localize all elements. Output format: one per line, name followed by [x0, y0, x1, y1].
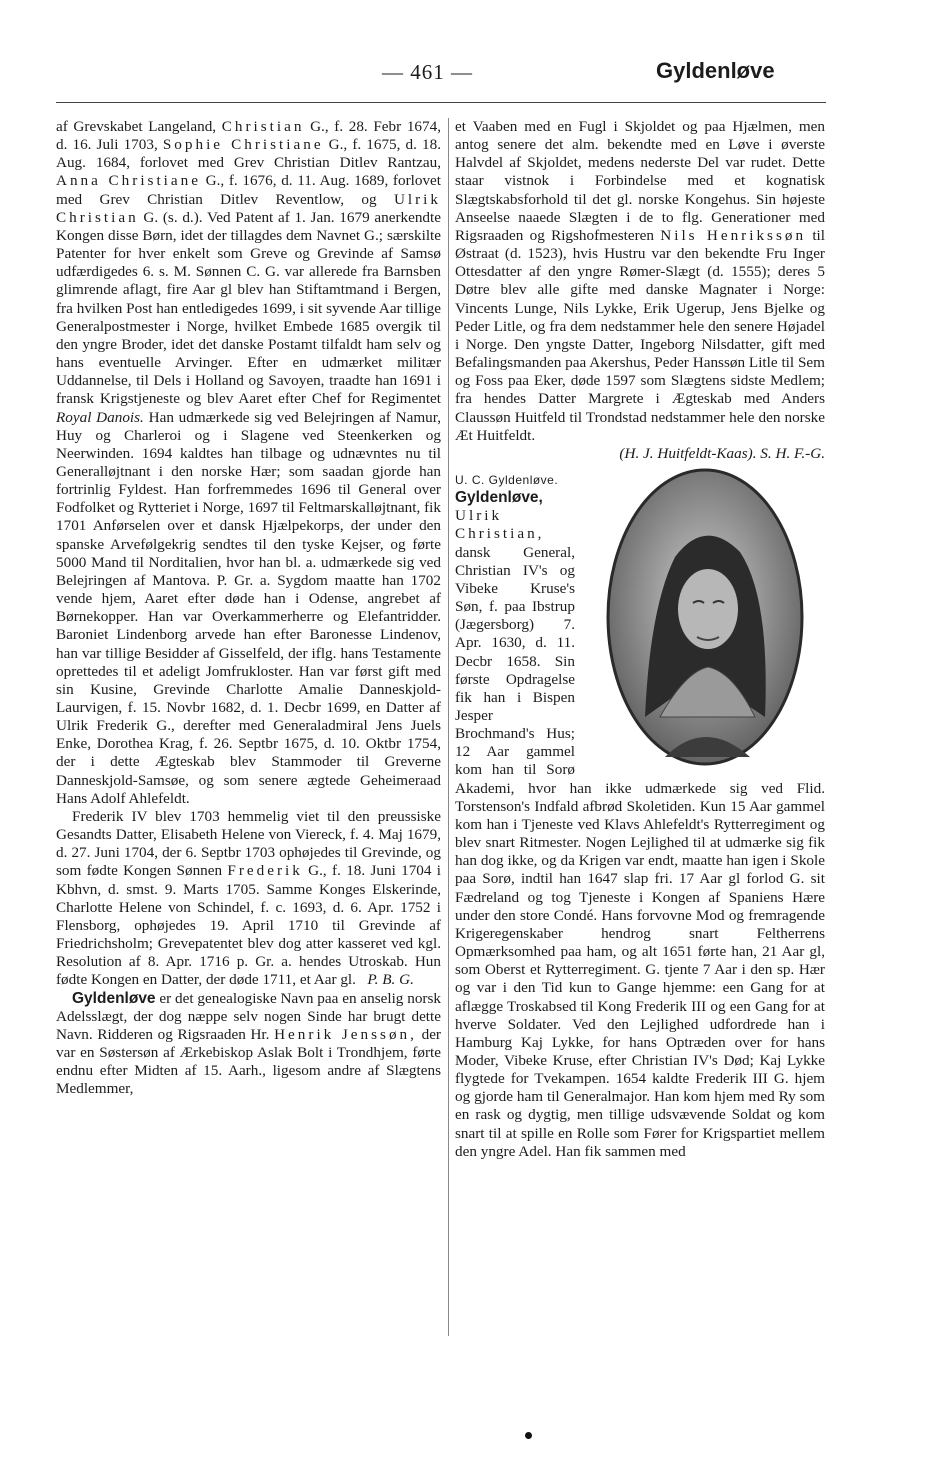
- entry-headword: Gyldenløve: [72, 989, 156, 1007]
- running-head: Gyldenløve: [656, 58, 775, 83]
- entry-headword: Gyldenløve,: [455, 489, 543, 507]
- signature: (H. J. Huitfeldt-Kaas). S. H. F.-G.: [619, 444, 825, 462]
- left-column: [56, 118, 441, 1098]
- column-divider: [448, 118, 449, 1336]
- portrait-caption: U. C. Gyldenløve.: [455, 472, 559, 487]
- left-paragraph-1: af Grevskabet Langeland, Christian G., f. 28. Febr 1674, d. 16. Juli 1703, Sophie Christiane G., f. 1675, d. 18. Aug. 1684, forlovet med Grev Christian Ditlev Rantzau, Anna Christiane G., f. 1676, d. 11. Aug. 1689, forlovet med Grev Christian Ditlev Reventlow, og Ulrik Christian G. (s. d.). Ved Patent af 1. Jan. 1679 anerkendte Kongen disse Børn, idet der tillagdes dem Navnet G.; særskilte Patenter for hver enkelt som Greve og Grevinde af Samsø udfærdigedes 6. s. M. Sønnen C. G. var allerede fra Barnsben glimrende aflagt, fire Aar gl blev han Stiftamtmand i Bergen, fra hvilken Post han entledigedes 1699, i sit syvende Aar tillige Generalpostmester i Norge, hvilket Embede 1685 overgik til den yngre Broder, idet det danske Postamt tilfaldt ham selv og hans eventuelle Arvinger. Efter en udmærket militær Uddannelse, til Dels i Holland og Savoyen, traadte han 1691 i fransk Krigstjeneste og blev Aaret efter Chef for Regimentet Royal Danois. Han udmærkede sig ved Belejringen af Namur, Huy og Charleroi og i Slagene ved Steenkerken og Neerwinden. 1694 kaldtes han tilbage og udnævntes nu til Generalløjtnant i den norske Hær; som saadan gjorde han fortrinlig Fyldest. Han forfremmedes 1696 til General over Fodfolket og Rytteriet i Norge, 1697 til Feltmarskalløjtnant, fik 1701 Anførselen over et dansk Hjælpekorps, der under den spanske Arvefølgekrig sendtes til den tyske Kejser, og førte 5000 Mand til Norditalien, hvor han bl. a. udmærkede sig ved Belejringen af Mantova. P. Gr. a. Sygdom maatte han 1702 vende hjem, Aaret efter døde han i Odense, angrebet af Børnekopper. Han var Overkammerherre og Elefantridder. Baroniet Lindenborg arvede han efter Baronesse Lindenov, han var tillige Besidder af Gisselfeld, der iflg. hans Testamente oprettedes til et adeligt Jomfrukloster. Han var først gift med sin Kusine, Grevinde Charlotte Amalie Danneskjold-Laurvigen, f. 15. Novbr 1682, d. 1. Decbr 1699, en Datter af Ulrik Frederik G., derefter med Generaladmiral Jens Juels Enke, Dorothea Krag, f. 26. Septbr 1675, d. 10. Oktbr 1754, der i dette Ægteskab blev Stammoder til Greverne Danneskjold-Samsøe, og som senere ægtede Geheimeraad Hans Adolf Ahlefeldt.: [56, 118, 441, 807]
- portrait-image: [605, 467, 805, 767]
- portrait: [585, 467, 825, 767]
- header-rule: [56, 102, 826, 103]
- signature: P. B. G.: [367, 971, 414, 989]
- right-column: et Vaaben med en Fugl i Skjoldet og paa Hjælmen, men antog senere det alm. bekendte med en Løve i øverste Halvdel af Skjoldet, medens nederste Del var rudet. Dette staar vistnok i Forbindelse med et kognatisk Slægtskabsforhold til det gl. norske Kongehus. Sin højeste Anseelse naaede Slægten i de to flg. Generationer med Rigsraaden og Rigshofmesteren Nils Henrikssøn til Østraat (d. 1523), hvis Hustru var den bekendte Fru Inger Ottesdatter af den yngre Rømer-Slægt (d. 1555); deres 5 Døtre blev alle gifte med danske Magnater i Norge: Vincents Lunge, Nils Lykke, Erik Ugerup, Jens Bjelke og Peder Litle, og fra dem nedstammer hele den senere Højadel i Norge. Den yngste Datter, Ingeborg Nilsdatter, gift med Befalingsmanden paa Akershus, Peder Hanssøn Litle til Sem og Foss paa Eker, døde 1597 som Slægtens sidste Medlem; fra hendes Datter Margrete i Ægteskab med Anders Claussøn Huitfeld til Trondstad nedstammer hele den norske Æt Huitfeldt. (H. J. Huitfeldt-Kaas). S. H. F.-G. U. C. Gyldenløve. Gyldenløve, Ulrik Christian, dansk General, Christian IV's og Vibeke Kruse's Søn, f. paa Ibstrup (Jægersborg) 7. Apr. 1630, d. 11. Decbr 1658. Sin første Opdragelse fik han i Bispen Jesper Brochmand's Hus; 12 Aar gammel kom han til Sorø Akademi, hvor han ikke udmærkede sig ved Flid. Torstenson's Indfald afbrød Skoletiden. Kun 15 Aar gammel kom han i Tjeneste ved Klavs Ahlefeldt's Rytterregiment og blev snart Ritmester. Nogen Lejlighed til at udmærke sig fik han dog ikke, og da Krigen var endt, maatte han igen i Skole paa Sorø, indtil han 1647 slap fri. 17 Aar gl forlod G. sit Fædreland og tog Tjeneste i Kongen af Spaniens Hære under den store Condé. Hans forvovne Mod og fremragende Krigeregenskaber hendrog snart Feltherrens Opmærksomhed paa ham, og alt 1651 førte han, 21 Aar gl, som Oberst et Rytterregiment. G. tjente 7 Aar i den sp. Hær og var i den Tid kun to Gange hjemme: een Gang for at aflægge Troskabsed til Kong Frederik III og een Gang for at hverve Soldater. Ved den Lejlighed udfordrede han i Hamburg Kaj Lykke, for hans Optræden over for hans Moder, Vibeke Kruse, efter Christian IV's Død; Kaj Lykke flygtede for Tvekampen. 1654 kaldte Frederik III G. hjem og gjorde ham til Generalmajor. Han kom hjem med Ry som en rask og dygtig, men tillige udsvævende Soldat og kom snart til at spille en Rolle som Fører for Krigspartiet mellem den yngre Adel. Han fik sammen med: [455, 118, 825, 1160]
- right-paragraph-1: et Vaaben med en Fugl i Skjoldet og paa Hjælmen, men antog senere det alm. bekendte med en Løve i øverste Halvdel af Skjoldet, medens nederste Del var rudet. Dette staar vistnok i Forbindelse med et kognatisk Slægtskabsforhold til det gl. norske Kongehus. Sin højeste Anseelse naaede Slægten i de to flg. Generationer med Rigsraaden og Rigshofmesteren Nils Henrikssøn til Østraat (d. 1523), hvis Hustru var den bekendte Fru Inger Ottesdatter af den yngre Rømer-Slægt (d. 1555); deres 5 Døtre blev alle gifte med danske Magnater i Norge: Vincents Lunge, Nils Lykke, Erik Ugerup, Jens Bjelke og Peder Litle, og fra dem nedstammer hele den senere Højadel i Norge. Den yngste Datter, Ingeborg Nilsdatter, gift med Befalingsmanden paa Akershus, Peder Hanssøn Litle til Sem og Foss paa Eker, døde 1597 som Slægtens sidste Medlem; fra hendes Datter Margrete i Ægteskab med Anders Claussøn Huitfeld til Trondstad nedstammer hele den norske Æt Huitfeldt.: [455, 118, 825, 444]
- bullet-mark: [525, 1432, 532, 1439]
- left-paragraph-3: Gyldenløve er det genealogiske Navn paa en anselig norsk Adelsslægt, der dog næppe selv nogen Sinde har brugt dette Navn. Ridderen og Rigsraaden Hr. Henrik Jenssøn, der var en Søstersøn af Ærkebiskop Aslak Bolt i Trondhjem, førte endnu efter Midten af 15. Aarh., ligesom andre af Slægtens Medlemmer,: [56, 989, 441, 1098]
- page-number: — 461 —: [382, 60, 473, 84]
- left-paragraph-2: Frederik IV blev 1703 hemmelig viet til den preussiske Gesandts Datter, Elisabeth Helene von Viereck, f. 4. Maj 1679, d. 27. Juni 1704, der 6. Septbr 1703 ophøjedes til Grevinde, og som fødte Kongen Sønnen Frederik G., f. 18. Juni 1704 i Kbhvn, d. smst. 9. Marts 1705. Samme Konges Elskerinde, Charlotte Helene von Schindel, f. c. 1693, d. 6. Apr. 1752 i Flensborg, ophøjedes 19. April 1710 til Grevinde af Friedrichsholm; Grevepatentet blev dog atter kasseret ved kgl. Resolution af 8. Apr. 1716 p. Gr. a. hendes Utroskab. Hun fødte Kongen en Datter, der døde 1711, et Aar gl. P. B. G.: [56, 807, 442, 989]
